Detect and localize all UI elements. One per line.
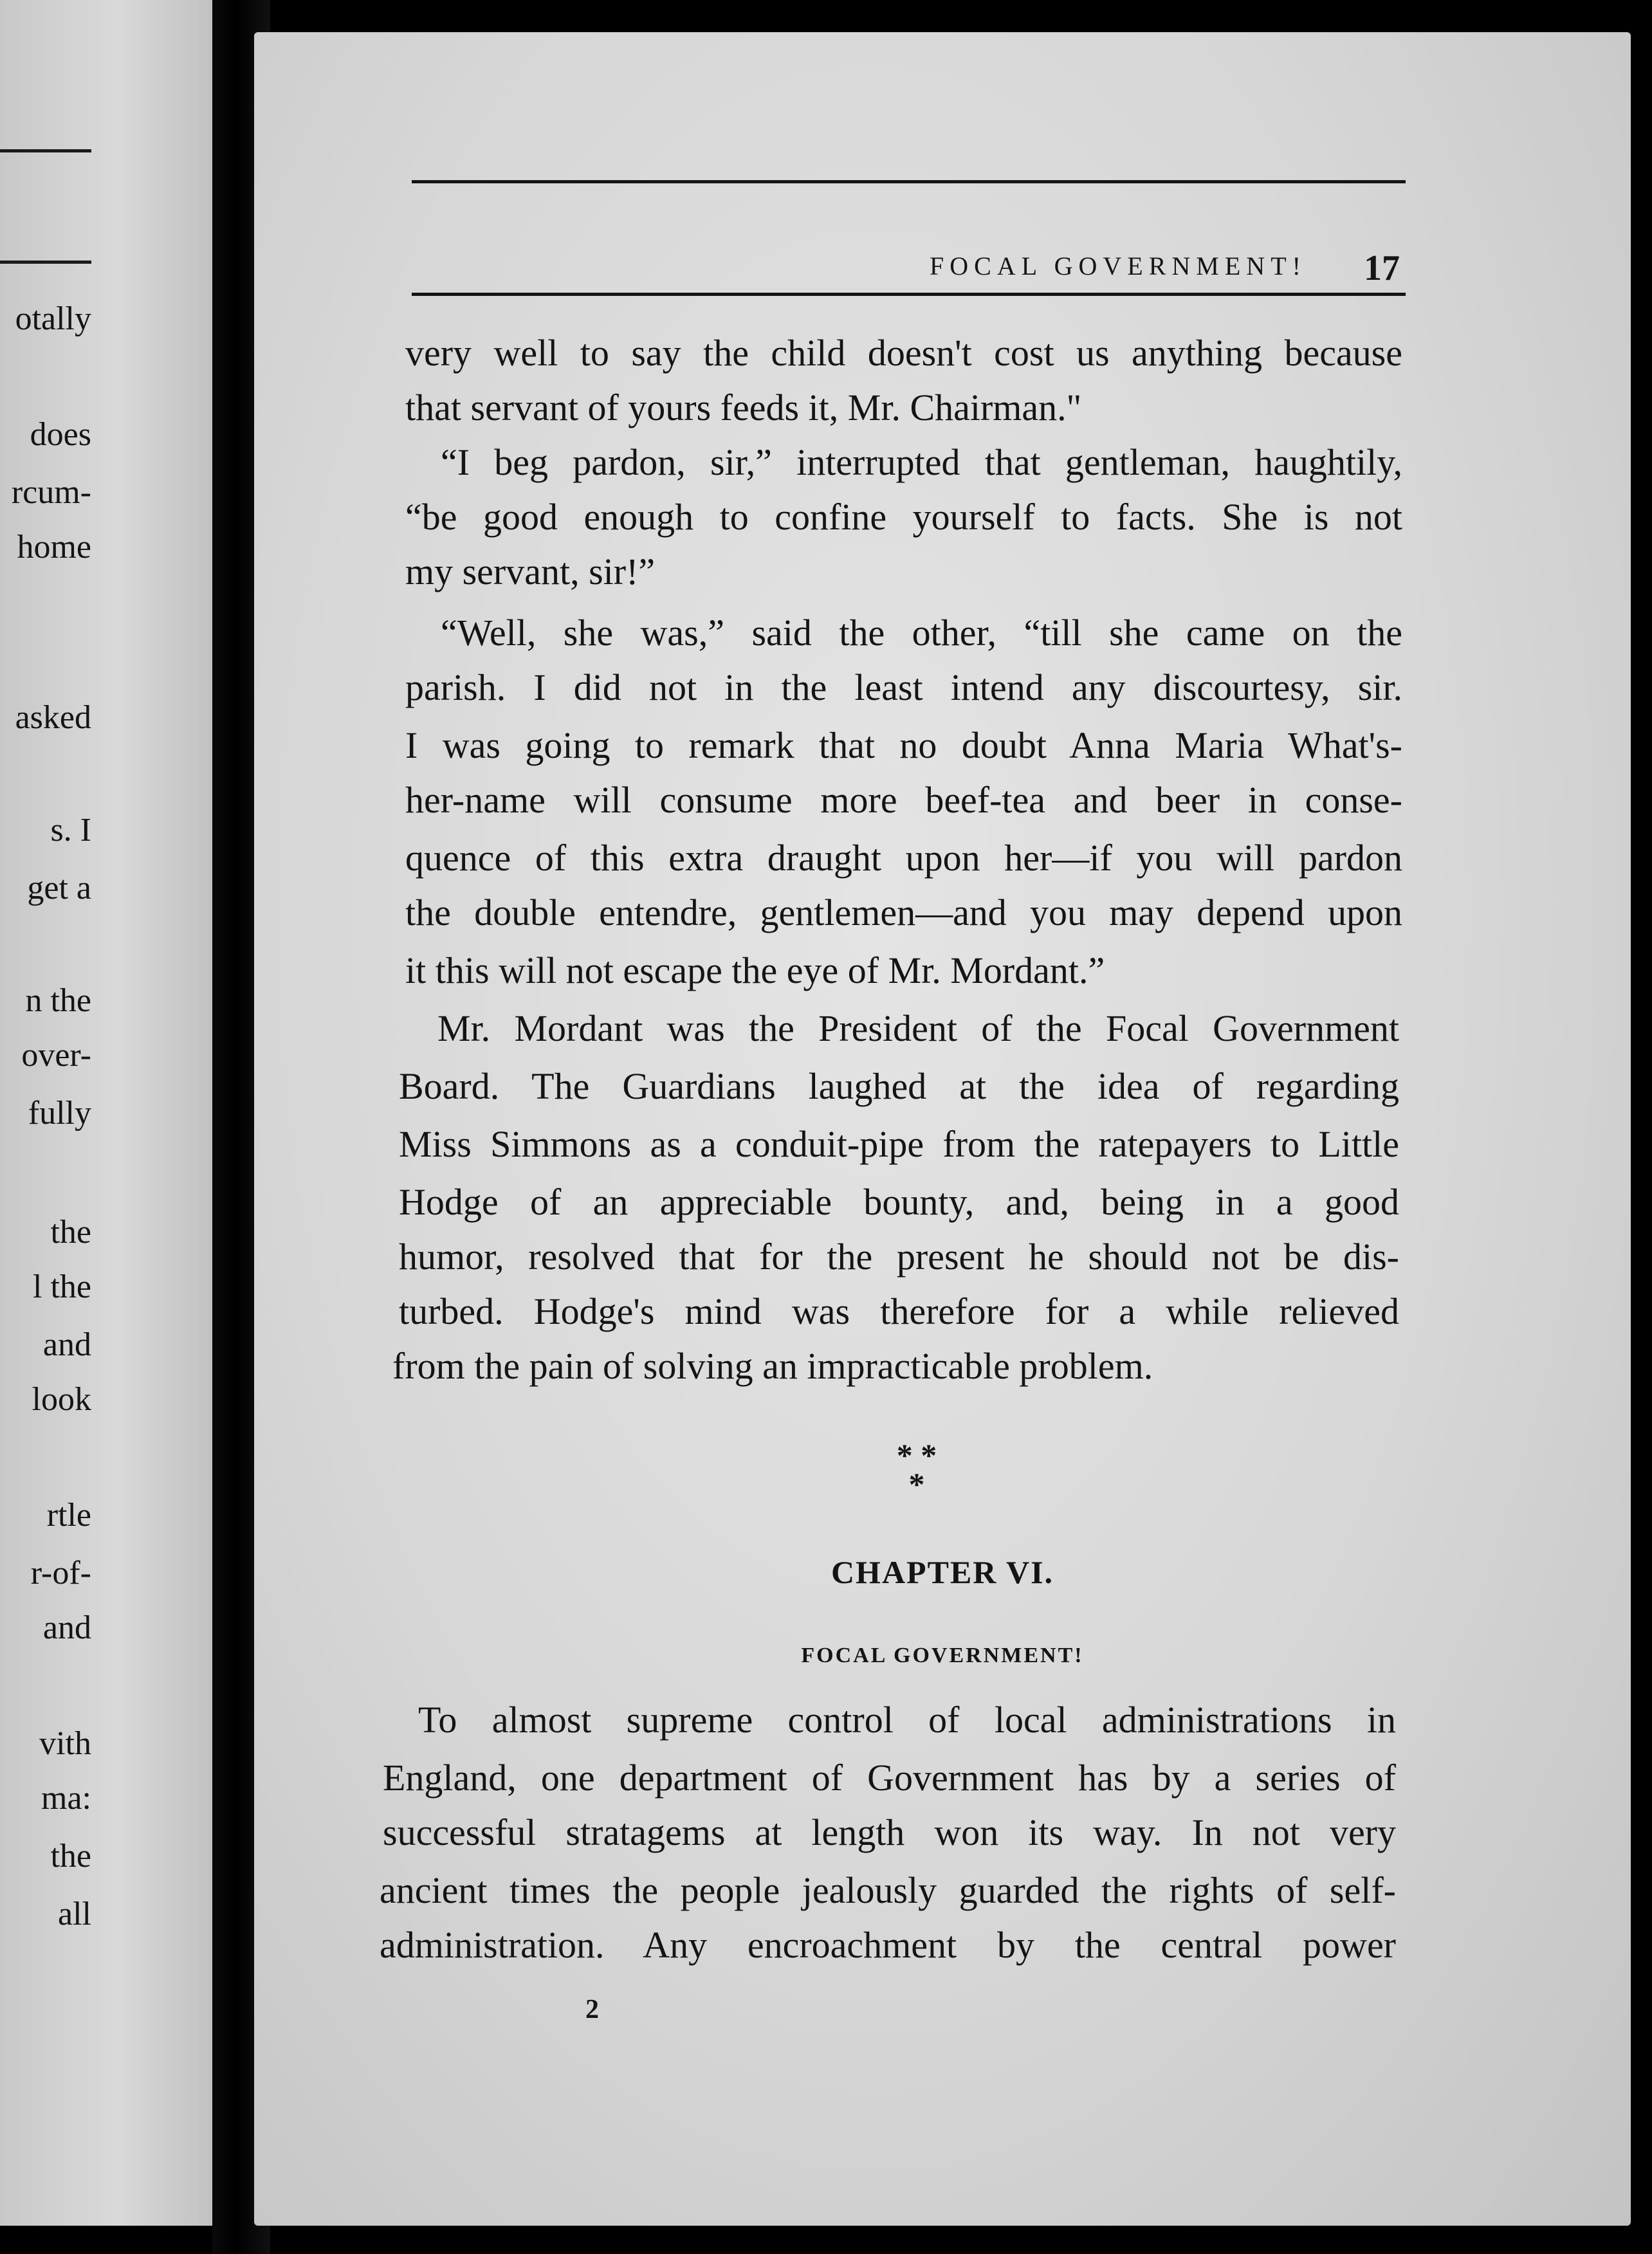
body-line: the double entendre, gentlemen—and you may depend upon <box>405 892 1402 933</box>
left-header-rule-bottom <box>0 261 91 264</box>
left-fragment: n the <box>25 982 91 1019</box>
left-fragment: and <box>42 1609 91 1646</box>
body-line: “I beg pardon, sir,” interrupted that gentleman, haughtily, <box>441 441 1402 483</box>
header-rule-bottom <box>412 293 1406 296</box>
left-fragment: s. I <box>50 812 91 848</box>
asterism-bottom: * <box>908 1466 925 1502</box>
body-line: it this will not escape the eye of Mr. Mordant.” <box>405 949 1105 991</box>
left-fragment: otally <box>15 300 91 337</box>
body-line: parish. I did not in the least intend any discourtesy, sir. <box>405 666 1402 708</box>
asterism-top: * * <box>896 1437 937 1473</box>
left-fragment: asked <box>15 699 91 736</box>
left-fragment: r-of- <box>30 1555 91 1591</box>
running-header: FOCAL GOVERNMENT! <box>930 252 1307 280</box>
body-line: her-name will consume more beef-tea and beer in conse- <box>405 779 1402 821</box>
body-line: To almost supreme control of local administrations in <box>418 1699 1396 1741</box>
body-line: “be good enough to confine yourself to facts. She is not <box>405 496 1402 538</box>
body-line: that servant of yours feeds it, Mr. Chairman." <box>405 387 1082 428</box>
left-fragment: does <box>30 416 91 453</box>
body-line: humor, resolved that for the present he should not be dis- <box>399 1236 1399 1278</box>
body-line: turbed. Hodge's mind was therefore for a while relieved <box>399 1290 1399 1332</box>
left-fragment: the <box>50 1838 91 1874</box>
body-line: Board. The Guardians laughed at the idea of regarding <box>399 1065 1399 1107</box>
chapter-subtitle: FOCAL GOVERNMENT! <box>801 1644 1084 1667</box>
header-rule-top <box>412 180 1406 183</box>
body-line: from the pain of solving an impracticable problem. <box>392 1345 1153 1387</box>
left-fragment: home <box>17 529 91 565</box>
left-fragment: the <box>50 1214 91 1251</box>
left-page-fragment <box>0 0 232 2226</box>
chapter-title: CHAPTER VI. <box>831 1554 1054 1590</box>
left-fragment: get a <box>27 870 91 906</box>
book-page <box>254 32 1631 2226</box>
left-fragment: look <box>32 1381 91 1418</box>
page-number: 17 <box>1364 248 1400 288</box>
left-header-rule-top <box>0 149 91 152</box>
body-line: “Well, she was,” said the other, “till she came on the <box>441 612 1402 654</box>
signature-mark: 2 <box>585 1995 599 2024</box>
left-fragment: fully <box>28 1095 91 1132</box>
left-fragment: l the <box>33 1269 91 1305</box>
left-fragment: ma: <box>41 1780 91 1817</box>
section-asterism <box>852 1437 981 1502</box>
body-line: ancient times the people jealously guarded the rights of self- <box>380 1869 1396 1911</box>
left-fragment: over- <box>21 1037 91 1074</box>
body-line: administration. Any encroachment by the central power <box>380 1924 1396 1966</box>
body-line: Miss Simmons as a conduit-pipe from the ratepayers to Little <box>399 1123 1399 1165</box>
left-fragment: vith <box>39 1725 91 1762</box>
body-line: very well to say the child doesn't cost us anything because <box>405 332 1402 374</box>
body-line: successful stratagems at length won its way. In not very <box>383 1811 1396 1853</box>
body-line: England, one department of Government has by a series of <box>383 1757 1396 1799</box>
body-line: Hodge of an appreciable bounty, and, being in a good <box>399 1181 1399 1223</box>
body-line: Mr. Mordant was the President of the Focal Government <box>437 1007 1399 1049</box>
left-fragment: and <box>42 1326 91 1363</box>
body-line: quence of this extra draught upon her—if you will pardon <box>405 837 1402 879</box>
body-line: I was going to remark that no doubt Anna Maria What's- <box>405 724 1402 766</box>
left-fragment: rtle <box>46 1497 91 1534</box>
body-line: my servant, sir!” <box>405 551 656 592</box>
left-fragment: rcum- <box>11 474 91 511</box>
left-fragment: all <box>58 1896 91 1932</box>
